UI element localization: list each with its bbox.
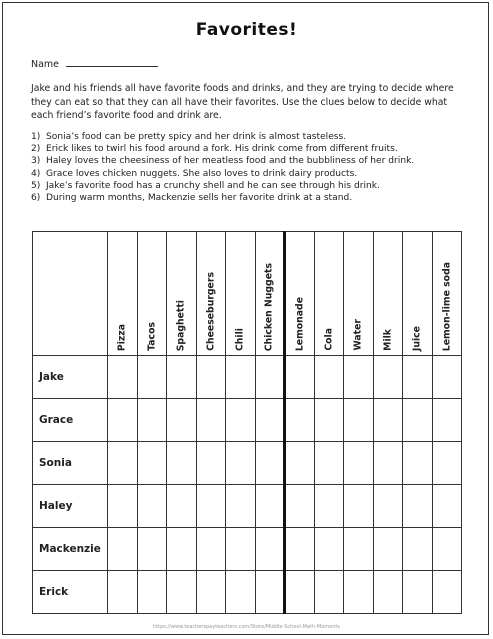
- grid-cell[interactable]: [196, 571, 226, 614]
- clue-item: [31, 180, 471, 192]
- column-header-pizza: Pizza: [108, 232, 138, 356]
- grid-cell[interactable]: [255, 528, 285, 571]
- row-header-jake: Jake: [33, 356, 108, 399]
- clue-number: 6): [31, 193, 41, 204]
- grid-cell[interactable]: [403, 571, 433, 614]
- grid-cell[interactable]: [373, 442, 403, 485]
- grid-cell[interactable]: [314, 356, 344, 399]
- grid-cell[interactable]: [167, 485, 197, 528]
- grid-cell[interactable]: [137, 528, 167, 571]
- grid-cell[interactable]: [167, 528, 197, 571]
- logic-grid: [32, 231, 462, 614]
- grid-cell[interactable]: [196, 399, 226, 442]
- clue-list: [31, 131, 471, 204]
- grid-cell[interactable]: [285, 442, 315, 485]
- footer-url: https://www.teacherspayteachers.com/Store/Middle-School-Math-Moments: [153, 624, 340, 630]
- grid-cell[interactable]: [108, 485, 138, 528]
- row-header-sonia: Sonia: [33, 442, 108, 485]
- column-header-lemon-lime-soda: Lemon-lime soda: [432, 232, 462, 356]
- clue-number: 2): [31, 144, 41, 155]
- clue-text: Erick likes to twirl his food around a fork. His drink come from different fruits.: [46, 144, 398, 155]
- grid-cell[interactable]: [432, 356, 462, 399]
- grid-row-grace: [33, 399, 462, 442]
- grid-cell[interactable]: [167, 356, 197, 399]
- clue-item: [31, 155, 471, 167]
- grid-cell[interactable]: [285, 528, 315, 571]
- grid-cell[interactable]: [432, 528, 462, 571]
- grid-cell[interactable]: [196, 442, 226, 485]
- grid-cell[interactable]: [255, 571, 285, 614]
- grid-cell[interactable]: [137, 399, 167, 442]
- grid-cell[interactable]: [403, 356, 433, 399]
- name-blank-line: [66, 57, 158, 67]
- grid-cell[interactable]: [226, 442, 256, 485]
- grid-cell[interactable]: [373, 356, 403, 399]
- column-header-cola: Cola: [314, 232, 344, 356]
- grid-cell[interactable]: [373, 528, 403, 571]
- column-header-cheeseburgers: Cheeseburgers: [196, 232, 226, 356]
- clue-text: Jake’s favorite food has a crunchy shell and he can see through his drink.: [46, 180, 380, 191]
- grid-cell[interactable]: [285, 485, 315, 528]
- row-header-erick: Erick: [33, 571, 108, 614]
- grid-cell[interactable]: [226, 356, 256, 399]
- grid-cell[interactable]: [196, 356, 226, 399]
- grid-cell[interactable]: [108, 399, 138, 442]
- grid-cell[interactable]: [255, 399, 285, 442]
- grid-cell[interactable]: [226, 528, 256, 571]
- grid-cell[interactable]: [373, 485, 403, 528]
- grid-cell[interactable]: [314, 485, 344, 528]
- grid-cell[interactable]: [344, 485, 374, 528]
- grid-row-erick: [33, 571, 462, 614]
- grid-cell[interactable]: [255, 356, 285, 399]
- grid-cell[interactable]: [403, 485, 433, 528]
- column-header-water: Water: [344, 232, 374, 356]
- grid-cell[interactable]: [403, 399, 433, 442]
- clue-number: 1): [31, 132, 41, 142]
- grid-cell[interactable]: [344, 571, 374, 614]
- grid-cell[interactable]: [167, 442, 197, 485]
- column-header-spaghetti: Spaghetti: [167, 232, 197, 356]
- name-label: Name: [31, 59, 60, 70]
- page-title: Favorites!: [195, 20, 298, 40]
- grid-cell[interactable]: [314, 399, 344, 442]
- clue-number: 3): [31, 156, 41, 167]
- grid-row-haley: [33, 485, 462, 528]
- grid-cell[interactable]: [344, 356, 374, 399]
- clue-text: Grace loves chicken nuggets. She also loves to drink dairy products.: [46, 168, 358, 179]
- grid-cell[interactable]: [226, 399, 256, 442]
- clue-number: 4): [31, 168, 41, 179]
- grid-cell[interactable]: [255, 485, 285, 528]
- column-header-tacos: Tacos: [137, 232, 167, 356]
- grid-cell[interactable]: [196, 528, 226, 571]
- column-header-chicken-nuggets: Chicken Nuggets: [255, 232, 285, 356]
- grid-cell[interactable]: [226, 485, 256, 528]
- clue-item: [31, 168, 471, 180]
- grid-cell[interactable]: [373, 399, 403, 442]
- clue-text: During warm months, Mackenzie sells her favorite drink at a stand.: [46, 193, 353, 204]
- grid-row-jake: [33, 356, 462, 399]
- grid-cell[interactable]: [403, 442, 433, 485]
- grid-cell[interactable]: [167, 399, 197, 442]
- clue-item: [31, 143, 471, 155]
- grid-cell[interactable]: [137, 485, 167, 528]
- grid-cell[interactable]: [403, 528, 433, 571]
- grid-cell[interactable]: [344, 399, 374, 442]
- grid-cell[interactable]: [314, 528, 344, 571]
- column-header-lemonade: Lemonade: [285, 232, 315, 356]
- name-field: [31, 57, 158, 70]
- grid-cell[interactable]: [137, 356, 167, 399]
- clue-text: Sonia’s food can be pretty spicy and her drink is almost tasteless.: [46, 132, 347, 142]
- grid-cell[interactable]: [285, 356, 315, 399]
- grid-cell[interactable]: [285, 399, 315, 442]
- grid-cell[interactable]: [285, 571, 315, 614]
- intro-paragraph: Jake and his friends all have favorite foods and drinks, and they are trying to decide where they can eat so that they can all have their favorites. Use the clues below to decide what each friend’s favorite food and drink are.: [31, 83, 454, 122]
- grid-cell[interactable]: [344, 528, 374, 571]
- grid-cell[interactable]: [108, 528, 138, 571]
- grid-cell[interactable]: [432, 399, 462, 442]
- clue-item: [31, 131, 471, 143]
- row-header-mackenzie: Mackenzie: [33, 528, 108, 571]
- clue-item: [31, 192, 471, 204]
- grid-corner: [33, 232, 108, 356]
- grid-row-mackenzie: [33, 528, 462, 571]
- grid-cell[interactable]: [137, 571, 167, 614]
- grid-cell[interactable]: [108, 571, 138, 614]
- grid-cell[interactable]: [226, 571, 256, 614]
- column-header-milk: Milk: [373, 232, 403, 356]
- grid-row-sonia: [33, 442, 462, 485]
- grid-cell[interactable]: [108, 356, 138, 399]
- grid-cell[interactable]: [432, 571, 462, 614]
- grid-cell[interactable]: [314, 442, 344, 485]
- grid-header-row: [33, 232, 462, 356]
- grid-cell[interactable]: [314, 571, 344, 614]
- grid-cell[interactable]: [108, 442, 138, 485]
- column-header-chili: Chili: [226, 232, 256, 356]
- clue-number: 5): [31, 180, 41, 191]
- grid-cell[interactable]: [167, 571, 197, 614]
- column-header-juice: Juice: [403, 232, 433, 356]
- grid-cell[interactable]: [137, 442, 167, 485]
- grid-cell[interactable]: [255, 442, 285, 485]
- grid-cell[interactable]: [432, 485, 462, 528]
- row-header-haley: Haley: [33, 485, 108, 528]
- grid-cell[interactable]: [196, 485, 226, 528]
- grid-cell[interactable]: [373, 571, 403, 614]
- grid-cell[interactable]: [432, 442, 462, 485]
- clue-text: Haley loves the cheesiness of her meatless food and the bubbliness of her drink.: [46, 156, 415, 167]
- row-header-grace: Grace: [33, 399, 108, 442]
- grid-cell[interactable]: [344, 442, 374, 485]
